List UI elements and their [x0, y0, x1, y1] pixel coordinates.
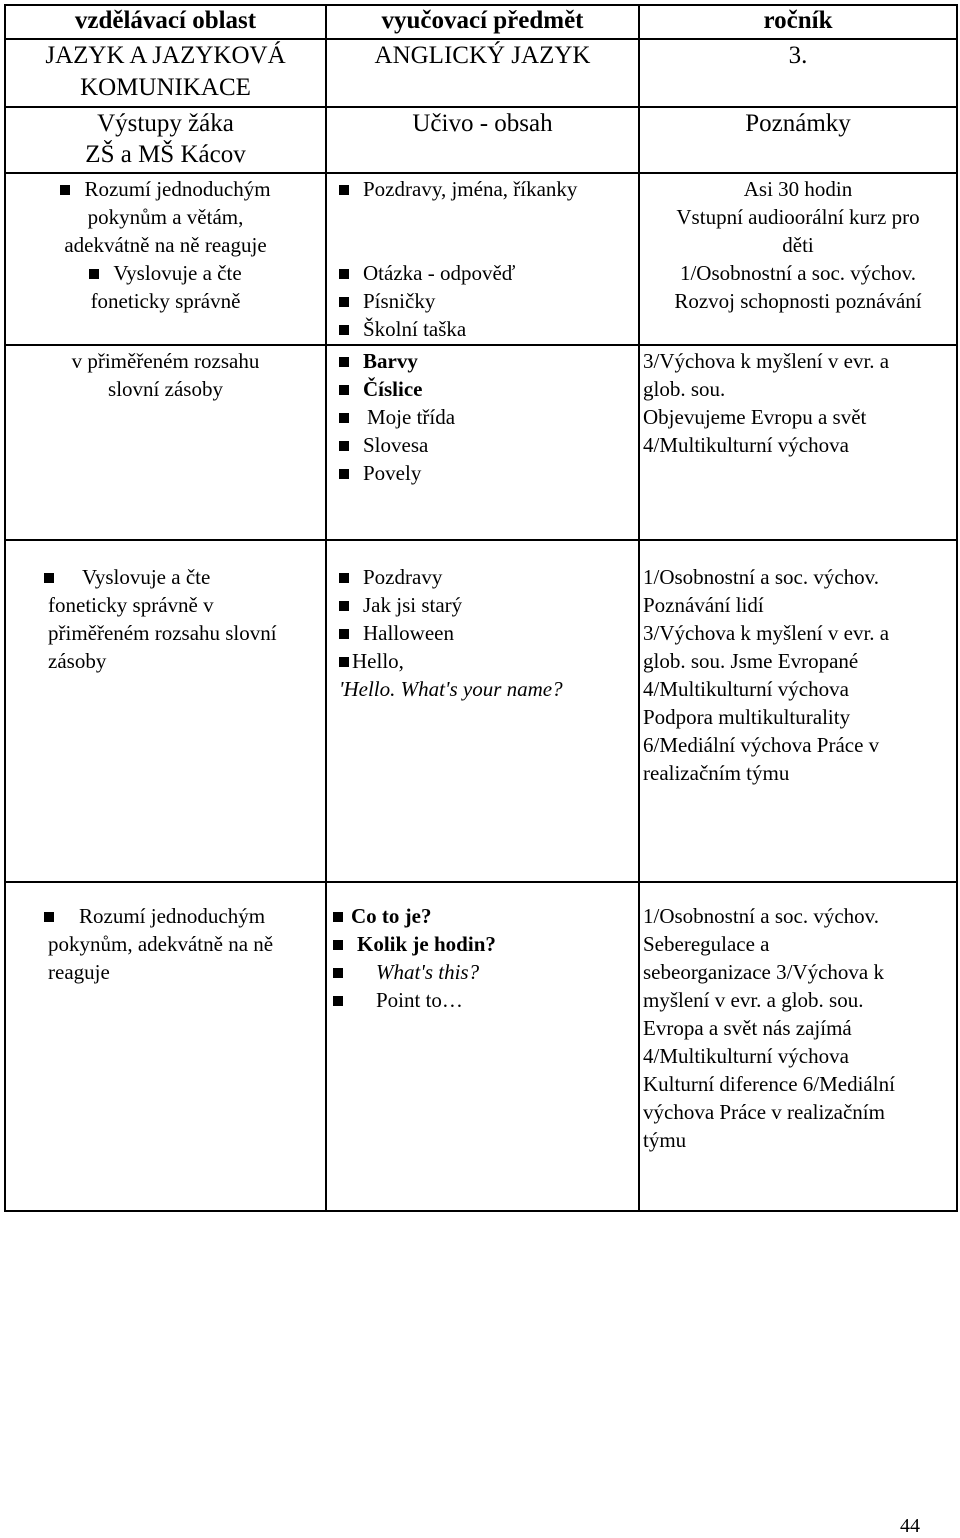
row1-content	[339, 175, 634, 343]
black-square-bullet-icon	[339, 601, 349, 611]
area-value-line: JAZYK A JAZYKOVÁ	[45, 42, 286, 69]
list-item	[339, 591, 634, 619]
list-item	[339, 403, 634, 431]
list-item-text: v přiměřeném rozsahu	[71, 349, 260, 373]
grid-line	[4, 172, 958, 174]
row1-outputs	[6, 175, 325, 315]
list-item-text: Pozdravy	[363, 565, 443, 589]
note-text: myšlení v evr. a glob. sou.	[643, 988, 864, 1012]
note-text: glob. sou.	[643, 377, 726, 401]
list-item	[333, 902, 633, 930]
list-item-text: Hello,	[352, 649, 404, 673]
black-square-bullet-icon	[333, 996, 343, 1006]
note-text: Objevujeme Evropu a svět	[643, 405, 867, 429]
row4-notes	[643, 902, 955, 1154]
subject-value	[327, 40, 638, 72]
list-item-text: Rozumí jednoduchým	[84, 177, 271, 201]
black-square-bullet-icon	[339, 629, 349, 639]
note-text: 4/Multikulturní výchova	[643, 433, 849, 457]
content-column-title	[327, 108, 638, 140]
black-square-bullet-icon	[44, 912, 54, 922]
list-item-text: Jak jsi starý	[363, 593, 463, 617]
black-square-bullet-icon	[339, 441, 349, 451]
list-item-text: Otázka - odpověď	[363, 261, 516, 285]
list-item	[339, 375, 634, 403]
grid-line	[956, 4, 958, 1211]
black-square-bullet-icon	[339, 325, 349, 335]
grid-line	[325, 4, 327, 1211]
note-text: 1/Osobnostní a soc. výchov.	[643, 565, 880, 589]
list-item	[339, 287, 634, 315]
subject-label-text: vyučovací předmět	[381, 7, 584, 34]
note-text: Vstupní audioorální kurz pro	[676, 205, 920, 229]
note-text: realizačním týmu	[643, 761, 790, 785]
area-label-text: vzdělávací oblast	[74, 7, 257, 34]
list-item	[44, 902, 323, 930]
list-item	[339, 431, 634, 459]
content-title-text: Učivo - obsah	[412, 110, 553, 137]
list-item	[339, 619, 634, 647]
note-text: Rozvoj schopnosti poznávání	[674, 289, 922, 313]
grid-line	[4, 1210, 958, 1212]
page-number: 44	[900, 1515, 920, 1537]
list-item-text: Moje třída	[367, 405, 456, 429]
note-text: glob. sou. Jsme Evropané	[643, 649, 859, 673]
row1-notes	[640, 175, 956, 315]
list-item-text: 'Hello. What's your name?	[339, 677, 563, 701]
black-square-bullet-icon	[333, 968, 343, 978]
list-item-text: Point to…	[376, 988, 463, 1012]
row3-outputs	[48, 563, 323, 675]
note-text: 4/Multikulturní výchova	[643, 677, 849, 701]
list-item-text: Kolik je hodin?	[357, 932, 496, 956]
note-text: výchova Práce v realizačním	[643, 1100, 885, 1124]
note-text: děti	[782, 233, 814, 257]
black-square-bullet-icon	[339, 413, 349, 423]
area-value	[6, 40, 325, 104]
list-item-text: pokynům a větám,	[87, 205, 244, 229]
black-square-bullet-icon	[339, 469, 349, 479]
subject-label	[327, 5, 638, 37]
note-text: Poznávání lidí	[643, 593, 764, 617]
note-text: Asi 30 hodin	[743, 177, 853, 201]
list-item-text: pokynům, adekvátně na ně	[48, 932, 274, 956]
list-item-text: slovní zásoby	[108, 377, 223, 401]
list-item-text: reaguje	[48, 960, 110, 984]
grid-line	[4, 344, 958, 346]
row3-notes	[643, 563, 955, 787]
list-item	[339, 259, 634, 287]
note-text: Seberegulace a	[643, 932, 770, 956]
list-item-text: foneticky správně	[90, 289, 241, 313]
list-item	[339, 563, 634, 591]
black-square-bullet-icon	[44, 573, 54, 583]
list-item	[6, 175, 325, 203]
outputs-title-line: ZŠ a MŠ Kácov	[85, 141, 246, 168]
list-item	[6, 259, 325, 287]
note-text: 1/Osobnostní a soc. výchov.	[679, 261, 917, 285]
list-item-text: zásoby	[48, 649, 107, 673]
list-item-text: Halloween	[363, 621, 454, 645]
list-item	[333, 930, 633, 958]
black-square-bullet-icon	[339, 269, 349, 279]
note-text: 3/Výchova k myšlení v evr. a	[643, 621, 890, 645]
grid-line	[4, 539, 958, 541]
list-item	[339, 459, 634, 487]
list-item-text: What's this?	[376, 960, 480, 984]
black-square-bullet-icon	[333, 912, 343, 922]
notes-title-text: Poznámky	[745, 110, 851, 137]
list-item-text: Pozdravy, jména, říkanky	[363, 177, 578, 201]
list-item-text: Barvy	[363, 349, 418, 373]
row4-content	[333, 902, 633, 1014]
black-square-bullet-icon	[339, 573, 349, 583]
black-square-bullet-icon	[339, 357, 349, 367]
note-text: Kulturní diference 6/Mediální	[643, 1072, 895, 1096]
row3-content	[339, 563, 634, 703]
grade-label	[640, 5, 956, 37]
note-text: 3/Výchova k myšlení v evr. a	[643, 349, 890, 373]
row4-outputs	[48, 902, 323, 986]
area-value-line: KOMUNIKACE	[80, 74, 251, 101]
grade-value-text: 3.	[788, 42, 808, 69]
list-item	[333, 958, 633, 986]
list-item-text: Vyslovuje a čte	[82, 565, 211, 589]
list-item-text: Školní taška	[363, 317, 467, 341]
subject-value-text: ANGLICKÝ JAZYK	[374, 42, 591, 69]
outputs-column-title	[6, 108, 325, 170]
list-item	[339, 315, 634, 343]
black-square-bullet-icon	[339, 657, 349, 667]
list-item-text: foneticky správně v	[48, 593, 214, 617]
list-item-text: adekvátně na ně reaguje	[64, 233, 267, 257]
list-item-text: Co to je?	[351, 904, 432, 928]
list-item-text: Vyslovuje a čte	[113, 261, 242, 285]
row2-notes	[643, 347, 955, 459]
list-item-text: Písničky	[363, 289, 436, 313]
list-item-text: Rozumí jednoduchým	[79, 904, 266, 928]
notes-column-title	[640, 108, 956, 140]
row2-content	[339, 347, 634, 487]
row2-outputs	[6, 347, 325, 403]
black-square-bullet-icon	[89, 269, 99, 279]
black-square-bullet-icon	[60, 185, 70, 195]
list-item	[339, 347, 634, 375]
note-text: sebeorganizace 3/Výchova k	[643, 960, 885, 984]
note-text: týmu	[643, 1128, 687, 1152]
note-text: Podpora multikulturality	[643, 705, 851, 729]
area-label	[6, 5, 325, 37]
list-item-text: Slovesa	[363, 433, 429, 457]
note-text: 6/Mediální výchova Práce v	[643, 733, 880, 757]
note-text: 4/Multikulturní výchova	[643, 1044, 849, 1068]
black-square-bullet-icon	[333, 940, 343, 950]
list-item-text: Číslice	[363, 377, 423, 401]
note-text: Evropa a svět nás zajímá	[643, 1016, 852, 1040]
list-item-text: Povely	[363, 461, 422, 485]
grade-value	[640, 40, 956, 72]
list-item-text: přiměřeném rozsahu slovní	[48, 621, 277, 645]
grade-label-text: ročník	[763, 7, 833, 34]
list-item	[333, 986, 633, 1014]
note-text: 1/Osobnostní a soc. výchov.	[643, 904, 880, 928]
list-item	[339, 647, 634, 675]
grid-line	[4, 881, 958, 883]
black-square-bullet-icon	[339, 297, 349, 307]
outputs-title-line: Výstupy žáka	[97, 110, 234, 137]
black-square-bullet-icon	[339, 385, 349, 395]
black-square-bullet-icon	[339, 185, 349, 195]
list-item	[339, 175, 634, 203]
list-item	[44, 563, 323, 591]
